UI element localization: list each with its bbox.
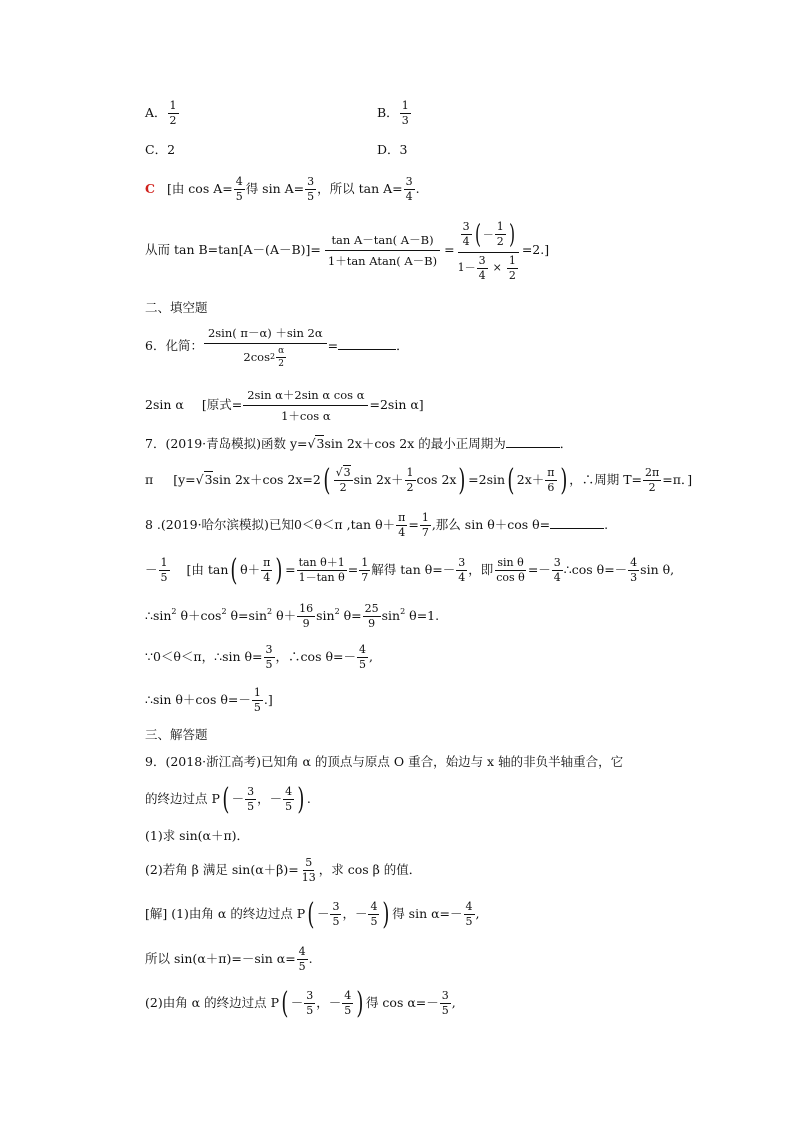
text: － (482, 227, 494, 241)
frac-num: 3 (462, 220, 470, 233)
answer: π (145, 472, 154, 487)
text: sin 2x＋cos 2x 的最小正周期为 (324, 436, 506, 451)
q5-solution-line2 (145, 215, 549, 285)
text: ，－ (342, 906, 368, 921)
frac-num: 4 (370, 900, 378, 913)
text: 7．(2019·青岛模拟)函数 y= (145, 436, 308, 451)
text: ，∴周期 T= (569, 472, 643, 487)
q8-solution-line1 (145, 550, 674, 590)
text: =2.] (521, 242, 550, 257)
section-heading-solve: 三、解答题 (145, 727, 208, 742)
frac-den: 2 (496, 235, 504, 248)
q8-solution-line3 (145, 639, 373, 675)
text: θ= (339, 608, 362, 623)
paren-right: ) (508, 219, 515, 250)
question-label: 6．化简： (145, 338, 203, 353)
text: ，即 (468, 562, 494, 577)
frac-num: 2π (645, 466, 660, 479)
paren-left: ( (281, 985, 289, 1021)
text: ，－ (257, 791, 283, 806)
frac-den: 5 (265, 658, 273, 671)
text: . (308, 951, 313, 966)
text: =2sin α] (369, 397, 424, 412)
text: ． (396, 338, 409, 353)
paren-right: ) (275, 552, 283, 588)
text: .] (263, 692, 273, 707)
frac-num: 3 (332, 900, 340, 913)
superscript: 2 (221, 607, 227, 616)
text: θ=1. (405, 608, 440, 623)
frac-den: 5 (235, 190, 243, 203)
text: (2)由角 α 的终边过点 P (145, 995, 279, 1010)
frac-den: 5 (298, 960, 306, 973)
frac-num: 1 (253, 686, 261, 699)
frac-den: 5 (253, 701, 261, 714)
question-7 (145, 436, 572, 452)
q9-solution-line1 (145, 895, 480, 933)
frac-den: 4 (458, 571, 466, 584)
text: [由 tan (186, 562, 229, 577)
frac-num: π (547, 466, 555, 479)
paren-left: ( (222, 781, 230, 817)
option-a (145, 100, 180, 127)
paren-right: ) (297, 781, 305, 817)
frac-den (239, 344, 291, 369)
text: 8 .(2019·哈尔滨模拟)已知0＜θ＜π ,tan θ＋ (145, 517, 396, 532)
sqrt-sign: √ (335, 466, 343, 479)
option-b (377, 100, 412, 127)
text: ∴sin θ＋cos θ=－ (145, 692, 251, 707)
frac-num: 2sin( π－α) ＋sin 2α (204, 325, 327, 344)
frac-num: 1 (406, 466, 414, 479)
text: ∴sin (145, 608, 172, 623)
text: sin (381, 608, 401, 623)
frac-den: 1＋cos α (281, 409, 331, 423)
frac-den: 4 (553, 571, 561, 584)
frac-num (334, 467, 353, 481)
paren-right: ) (559, 462, 567, 498)
superscript: 2 (334, 607, 340, 616)
text: － (316, 906, 330, 921)
text: [由 cos A= (166, 181, 233, 196)
text: [y= (173, 472, 196, 487)
text: ，∴cos θ=－ (275, 649, 356, 664)
text: = (327, 338, 339, 353)
text: , (368, 649, 373, 664)
frac-den: 2 (339, 481, 347, 494)
text: . (306, 791, 311, 806)
compound-den (456, 253, 521, 282)
compound-fraction (456, 220, 521, 282)
frac-num: α (278, 345, 285, 356)
frac-den: cos θ (496, 571, 525, 584)
text: θ＋ (240, 562, 261, 577)
frac-den: 1－tan θ (298, 571, 345, 584)
frac-num: 4 (285, 785, 293, 798)
text: ，－ (316, 995, 342, 1010)
frac-den: 5 (285, 800, 293, 813)
frac-den: 4 (263, 571, 271, 584)
paren-right: ) (382, 896, 390, 932)
sqrt-radicand: 3 (316, 436, 325, 451)
superscript: 2 (400, 607, 406, 616)
sqrt-sign: √ (307, 436, 316, 451)
sqrt-radicand: 3 (204, 472, 213, 487)
text: sin 2x＋cos 2x=2 (212, 472, 321, 487)
text: (2)若角 β 满足 sin(α＋β)= (145, 862, 299, 877)
text: θ＋ (272, 608, 297, 623)
question-8 (145, 508, 608, 542)
frac-den: 4 (478, 268, 486, 282)
option-label: A． (145, 105, 167, 120)
frac-den: 5 (332, 915, 340, 928)
frac-den: 2 (169, 114, 177, 127)
frac-num: 3 (458, 556, 466, 569)
text: 得 sin α=－ (392, 906, 463, 921)
frac-num: 1 (160, 556, 168, 569)
text: 2x＋ (516, 472, 545, 487)
frac-den: 5 (160, 571, 168, 584)
section-heading-fill-in: 二、填空题 (145, 300, 208, 315)
superscript: 2 (267, 607, 273, 616)
question-9-line1: 9．(2018·浙江高考)已知角 α 的顶点与原点 O 重合，始边与 x 轴的非负半轴重合，它 (145, 754, 624, 769)
frac-den: 5 (370, 915, 378, 928)
frac-num: 5 (305, 856, 313, 869)
frac-num: 3 (247, 785, 255, 798)
superscript: 2 (171, 607, 177, 616)
frac-den: 5 (465, 915, 473, 928)
frac-den: 3 (401, 114, 409, 127)
text: = (347, 562, 359, 577)
option-c: C．2 (145, 142, 176, 157)
frac-num: 4 (235, 175, 243, 188)
paren-right: ) (356, 985, 364, 1021)
frac-den: 6 (547, 481, 555, 494)
question-6 (145, 323, 409, 369)
text: , (451, 995, 456, 1010)
text: . (604, 517, 609, 532)
frac-den: 2 (648, 481, 656, 494)
frac-den: 2 (278, 358, 284, 369)
frac-den: 5 (441, 1004, 449, 1017)
frac-den: 9 (368, 617, 376, 630)
q5-solution-line1 (145, 176, 420, 203)
frac-den: 5 (358, 658, 366, 671)
text: [原式= (201, 397, 243, 412)
answer-blank (506, 437, 560, 448)
text: =π．] (662, 472, 693, 487)
superscript: 2 (269, 352, 276, 361)
q6-solution (145, 385, 424, 425)
compound-num (458, 220, 519, 253)
frac-num: 1 (496, 220, 504, 233)
frac-num: tan A－tan( A－B) (325, 232, 439, 251)
frac-num: sin θ (497, 556, 524, 569)
paren-left: ( (474, 219, 481, 250)
text: 1－ (457, 261, 476, 274)
sqrt-sign: √ (195, 472, 204, 487)
frac-den: 5 (307, 190, 315, 203)
text: ,那么 sin θ＋cos θ= (431, 517, 551, 532)
text: － (290, 995, 304, 1010)
frac-den: 2 (406, 481, 414, 494)
frac-num: π (398, 511, 406, 524)
text: ，求 cos β 的值． (318, 862, 422, 877)
text: ，所以 tan A= (317, 181, 403, 196)
option-label: B． (377, 105, 399, 120)
frac-num: 1 (421, 511, 429, 524)
text: 所以 sin(α＋π)=－sin α= (145, 951, 296, 966)
frac-den: 5 (247, 800, 255, 813)
frac-num: 4 (358, 643, 366, 656)
paren-left: ( (323, 462, 331, 498)
frac-num: 1 (508, 253, 516, 267)
answer-sign: － (145, 562, 158, 577)
frac-den: 5 (306, 1004, 314, 1017)
paren-right: ) (458, 462, 466, 498)
text: 得 cos α=－ (365, 995, 439, 1010)
text: － (231, 791, 245, 806)
question-9-part2 (145, 852, 421, 888)
paren-left: ( (230, 552, 238, 588)
frac-num: π (263, 556, 271, 569)
frac-den: 5 (344, 1004, 352, 1017)
frac-den: 7 (421, 526, 429, 539)
frac-den: 3 (630, 571, 638, 584)
frac-num: 3 (265, 643, 273, 656)
text: 的终边过点 P (145, 791, 220, 806)
frac-num: 4 (465, 900, 473, 913)
frac-num: 2sin α＋2sin α cos α (243, 387, 368, 406)
answer-blank (550, 518, 604, 529)
text: θ=sin (226, 608, 267, 623)
frac-num: 1 (401, 99, 409, 112)
text: = (408, 517, 419, 532)
frac-num: 4 (344, 989, 352, 1002)
text: = (285, 562, 296, 577)
text: =－ (527, 562, 551, 577)
text: 解得 tan θ=－ (371, 562, 456, 577)
question-9-line2 (145, 780, 311, 818)
text: = (444, 242, 455, 257)
text: . (415, 181, 420, 196)
q8-solution-line4 (145, 682, 273, 718)
frac-den: 2 (508, 268, 516, 282)
q9-solution-line3 (145, 984, 456, 1022)
q9-solution-line2 (145, 941, 313, 977)
frac-num: 4 (630, 556, 638, 569)
q8-solution-line2 (145, 594, 439, 634)
frac-num: 25 (364, 602, 379, 615)
text: sin 2x＋ (353, 472, 404, 487)
text: 2cos (243, 350, 270, 364)
frac-num: 3 (405, 175, 413, 188)
paren-left: ( (307, 896, 315, 932)
sqrt-radicand: 3 (343, 466, 351, 479)
text: 得 sin A= (245, 181, 305, 196)
frac-den: 7 (361, 571, 369, 584)
text: θ＋cos (176, 608, 222, 623)
frac-num: 1 (169, 99, 177, 112)
frac-den: 9 (302, 617, 310, 630)
frac-num: 3 (441, 989, 449, 1002)
answer-letter: C (145, 181, 155, 196)
text: cos 2x (416, 472, 457, 487)
frac-num: 3 (307, 175, 315, 188)
frac-den: 4 (398, 526, 406, 539)
paren-left: ( (507, 462, 515, 498)
text: × (492, 261, 502, 274)
frac-den: 1＋tan Atan( A－B) (327, 254, 438, 268)
frac-num: tan θ＋1 (298, 556, 345, 569)
text: =2sin (468, 472, 506, 487)
frac-num: 16 (299, 602, 314, 615)
text: [解] (1)由角 α 的终边过点 P (145, 906, 306, 921)
frac-den: 4 (405, 190, 413, 203)
text: 从而 tan B=tan[A－(A－B)]= (145, 242, 321, 257)
text: ∵0＜θ＜π，∴sin θ= (145, 649, 263, 664)
text: , (475, 906, 480, 921)
frac-num: 3 (306, 989, 314, 1002)
frac-num: 4 (298, 945, 306, 958)
frac-num: 3 (478, 253, 486, 267)
text: sin θ, (640, 562, 675, 577)
frac-num: 1 (361, 556, 369, 569)
text: sin (316, 608, 335, 623)
text: ∴cos θ=－ (563, 562, 628, 577)
option-d: D．3 (377, 142, 408, 157)
frac-den: 4 (462, 235, 470, 248)
frac-num: 3 (553, 556, 561, 569)
question-9-part1: (1)求 sin(α＋π)． (145, 828, 250, 843)
q7-solution (145, 460, 692, 500)
answer: 2sin α (145, 397, 184, 412)
text: ． (559, 436, 573, 451)
answer-blank (338, 339, 396, 350)
frac-den: 13 (301, 871, 316, 884)
